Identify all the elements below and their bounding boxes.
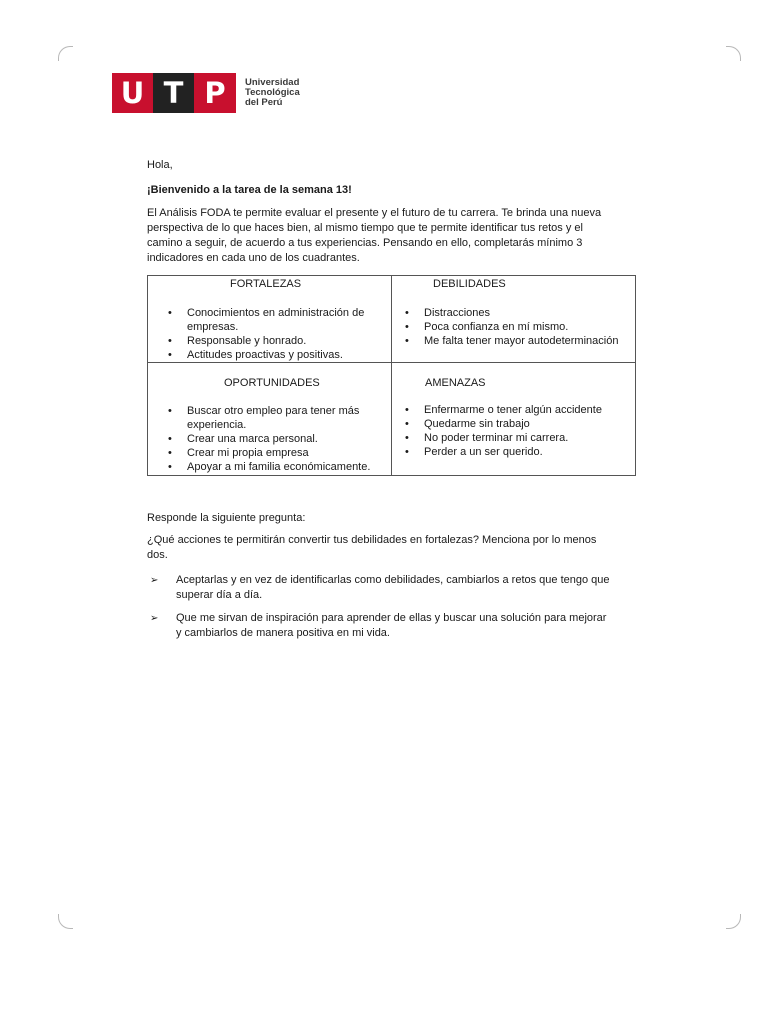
- page-corner-mark: [726, 914, 741, 929]
- answer-item: [147, 573, 627, 603]
- intro-line: camino a seguir, de acuerdo a tus experiencias. Pensando en ello, completarás mínimo 3: [147, 237, 583, 249]
- question-line: dos.: [147, 549, 168, 561]
- list-item: • Crear una marca personal.: [148, 432, 391, 446]
- logo-letter-u: U: [112, 73, 153, 113]
- question-line: ¿Qué acciones te permitirán convertir tus debilidades en fortalezas? Menciona por lo menos: [147, 534, 597, 546]
- debilidades-title: DEBILIDADES: [433, 278, 506, 290]
- intro-line: perspectiva de lo que haces bien, al mismo tiempo que te permite identificar tus retos y el: [147, 222, 583, 234]
- page-corner-mark: [58, 914, 73, 929]
- intro-line: indicadores en cada uno de los cuadrantes.: [147, 252, 360, 264]
- logo-letter-p: P: [194, 73, 236, 113]
- oportunidades-title: OPORTUNIDADES: [224, 377, 320, 389]
- intro-paragraph: [147, 206, 637, 266]
- debilidades-list: [392, 306, 635, 348]
- debilidades-quadrant: [392, 276, 636, 363]
- answer-line: Aceptarlas y en vez de identificarlas como debilidades, cambiarlos a retos que tengo que: [176, 574, 610, 586]
- answer-item: [147, 611, 627, 641]
- fortalezas-title: FORTALEZAS: [230, 278, 302, 290]
- logo-letter-t: T: [153, 73, 194, 113]
- list-item: • Responsable y honrado.: [148, 334, 391, 348]
- answer-line: superar día a día.: [176, 589, 263, 601]
- intro-line: El Análisis FODA te permite evaluar el presente y el futuro de tu carrera. Te brinda una nueva: [147, 207, 602, 219]
- list-item: • Conocimientos en administración de empresas.: [148, 306, 391, 334]
- list-item: • Actitudes proactivas y positivas.: [148, 348, 391, 362]
- prompt-text: Responde la siguiente pregunta:: [147, 512, 306, 524]
- list-item: • Apoyar a mi familia económicamente.: [148, 460, 391, 474]
- oportunidades-list: [148, 404, 391, 474]
- logo-line: Tecnológica: [245, 87, 300, 98]
- list-item: • Poca confianza en mí mismo.: [392, 320, 635, 334]
- greeting: Hola,: [147, 159, 173, 171]
- arrow-bullet-icon: ➢: [150, 613, 159, 624]
- fortalezas-quadrant: [148, 276, 392, 363]
- welcome-heading: ¡Bienvenido a la tarea de la semana 13!: [147, 184, 352, 196]
- answer-line: Que me sirvan de inspiración para aprender de ellas y buscar una solución para mejorar: [176, 612, 607, 624]
- fortalezas-list: [148, 306, 391, 362]
- list-item: • Perder a un ser querido.: [392, 445, 635, 459]
- amenazas-quadrant: [392, 363, 636, 476]
- question-text: [147, 533, 627, 563]
- page-corner-mark: [58, 46, 73, 61]
- list-item: • No poder terminar mi carrera.: [392, 431, 635, 445]
- utp-logo: [112, 73, 300, 113]
- answer-line: y cambiarlos de manera positiva en mi vida.: [176, 627, 390, 639]
- logo-wordmark: [245, 78, 300, 108]
- arrow-bullet-icon: ➢: [150, 575, 159, 586]
- list-item: • Distracciones: [392, 306, 635, 320]
- list-item: • Me falta tener mayor autodeterminación: [392, 334, 635, 348]
- answers-list: [147, 573, 627, 649]
- list-item: • Quedarme sin trabajo: [392, 417, 635, 431]
- logo-letters: [112, 73, 236, 113]
- amenazas-list: [392, 403, 635, 459]
- amenazas-title: AMENAZAS: [425, 377, 486, 389]
- list-item: • Enfermarme o tener algún accidente: [392, 403, 635, 417]
- foda-table: [147, 275, 636, 476]
- oportunidades-quadrant: [148, 363, 392, 476]
- list-item: • Crear mi propia empresa: [148, 446, 391, 460]
- logo-line: Universidad: [245, 77, 300, 88]
- list-item: • Buscar otro empleo para tener más experiencia.: [148, 404, 391, 432]
- logo-line: del Perú: [245, 97, 283, 108]
- page-corner-mark: [726, 46, 741, 61]
